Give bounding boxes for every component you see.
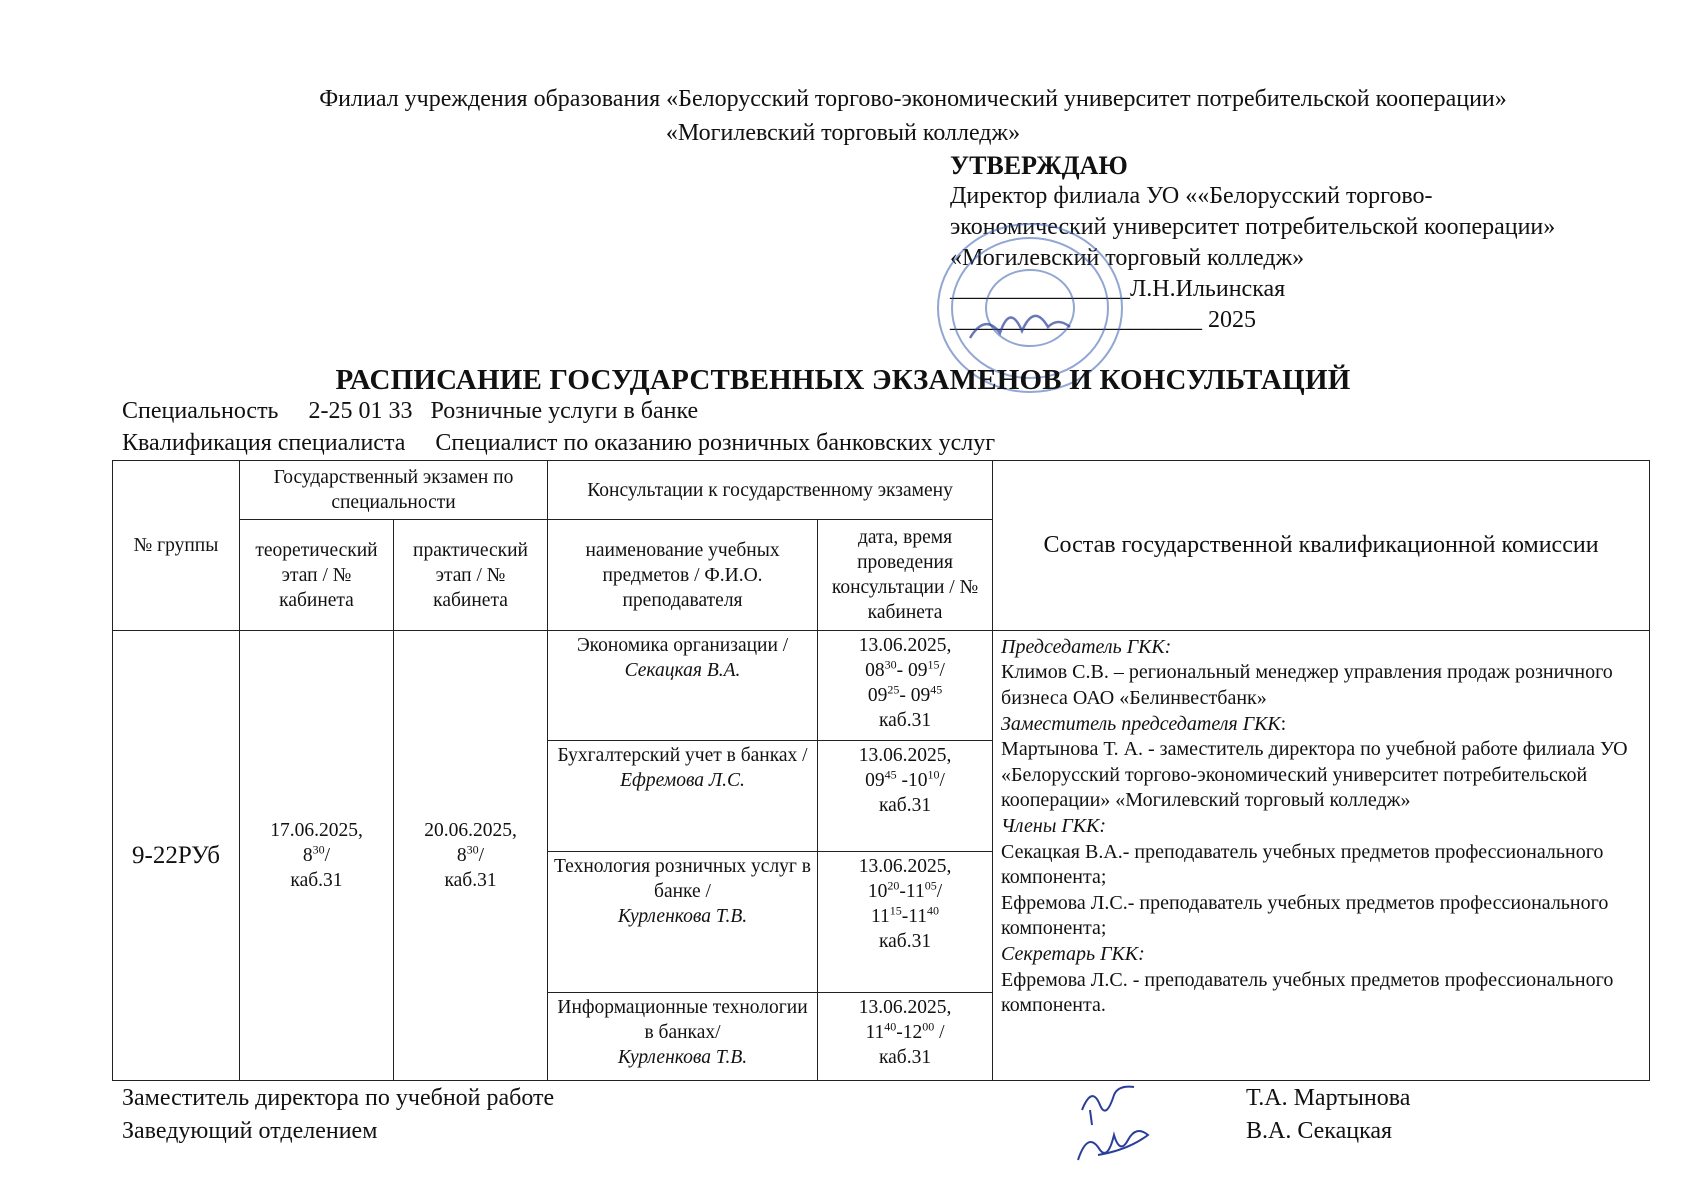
consultation-subject: Технология розничных услуг в банке / Курленкова Т.В. (548, 851, 818, 992)
consultation-subject: Информационные технологии в банках/ Курленкова Т.В. (548, 992, 818, 1080)
group-cell: 9-22РУб (113, 630, 240, 1080)
header-state-exam: Государственный экзамен по специальности (240, 461, 548, 520)
header-datetime: дата, время проведения консультации / № кабинета (818, 520, 993, 631)
consultation-datetime: 13.06.2025, $08^{30}-$ $09^{15}/$ $09^{25}-$ $09^{45}$ каб.31 (818, 630, 993, 741)
header-theoretical: теоретический этап / № кабинета (240, 520, 394, 631)
member-1: Секацкая В.А.- преподаватель учебных предметов профессионального компонента; (1001, 840, 1604, 889)
consultation-datetime: 13.06.2025, $09^{45}$ $-10^{10}/$ каб.31 (818, 741, 993, 852)
header-consultations: Консультации к государственному экзамену (548, 461, 993, 520)
header-practical: практический этап / № кабинета (394, 520, 548, 631)
deputy-text: Мартынова Т. А. - заместитель директора по учебной работе филиала УО «Белорусский торгово-экономический университет потребительской кооперации» «Могилевский торговый колледж» (1001, 738, 1628, 812)
chair-text: Климов С.В. – региональный менеджер управления продаж розничного бизнеса ОАО «Белинвестбанк» (1001, 661, 1613, 709)
specialty-line (122, 398, 698, 425)
consultation-subject: Экономика организации / Секацкая В.А. (548, 630, 818, 741)
members-label: Члены ГКК: (1001, 814, 1106, 837)
header-group: № группы (113, 461, 240, 631)
specialty-name: Розничные услуги в банке (430, 398, 699, 424)
specialty-code: 2-25 01 33 (308, 398, 413, 424)
practical-stage-cell (394, 630, 548, 1080)
secretary-text: Ефремова Л.С. - преподаватель учебных предметов профессионального компонента. (1001, 968, 1614, 1017)
approval-line-3: «Могилевский торговый колледж» (950, 245, 1305, 271)
theoretical-date: 17.06.2025, (270, 819, 363, 841)
theoretical-room: каб.31 (290, 869, 343, 891)
member-2: Ефремова Л.С.- преподаватель учебных предметов профессионального компонента; (1001, 891, 1609, 940)
deputy-label-line: Заместитель председателя ГКК: (1001, 712, 1287, 735)
schedule-table (112, 460, 1650, 1081)
chair-label: Председатель ГКК: (1001, 635, 1172, 658)
deputy-director-title: Заместитель директора по учебной работе (122, 1085, 555, 1111)
secretary-label: Секретарь ГКК: (1001, 942, 1145, 965)
theoretical-stage-cell (240, 630, 394, 1080)
consultation-subject: Бухгалтерский учет в банках / Ефремова Л.С. (548, 741, 818, 852)
theoretical-time: $8^{30}/$ (302, 842, 331, 866)
approval-line-2: экономический университет потребительской кооперации» (950, 214, 1556, 240)
signature-blank: _______________ (950, 276, 1130, 302)
institution-line-1: Филиал учреждения образования «Белорусский торгово-экономический университет потребительской кооперации» (319, 86, 1507, 112)
specialty-label: Специальность (122, 398, 279, 424)
qualification-name: Специалист по оказанию розничных банковских услуг (435, 430, 996, 456)
document-title: РАСПИСАНИЕ ГОСУДАРСТВЕННЫХ ЭКЗАМЕНОВ И КОНСУЛЬТАЦИЙ (335, 364, 1351, 396)
commission-cell (993, 630, 1650, 1080)
qualification-line (122, 430, 995, 457)
handwritten-signatures (1070, 1080, 1170, 1170)
director-name: Л.Н.Ильинская (1130, 276, 1286, 302)
practical-time: $8^{30}/$ (456, 842, 485, 866)
approval-year: 2025 (1208, 307, 1256, 333)
department-head-title: Заведующий отделением (122, 1118, 378, 1144)
approval-line-1: Директор филиала УО ««Белорусский торгово- (950, 183, 1433, 209)
deputy-director-name: Т.А. Мартынова (1246, 1085, 1411, 1111)
consultation-datetime: 13.06.2025, $11^{40}-12^{00}$ / каб.31 (818, 992, 993, 1080)
practical-date: 20.06.2025, (424, 819, 517, 841)
department-head-name: В.А. Секацкая (1246, 1118, 1393, 1144)
institution-line-2: «Могилевский торговый колледж» (665, 120, 1021, 146)
qualification-label: Квалификация специалиста (122, 430, 406, 456)
practical-room: каб.31 (444, 869, 497, 891)
consultation-datetime: 13.06.2025, $10^{20}-11^{05}/$ $11^{15}-11^{40}$ каб.31 (818, 851, 993, 992)
header-commission: Состав государственной квалификационной комиссии (993, 461, 1650, 631)
approval-title: УТВЕРЖДАЮ (950, 151, 1128, 180)
header-subjects: наименование учебных предметов / Ф.И.О. преподавателя (548, 520, 818, 631)
date-blank: _____________________ (950, 307, 1202, 333)
